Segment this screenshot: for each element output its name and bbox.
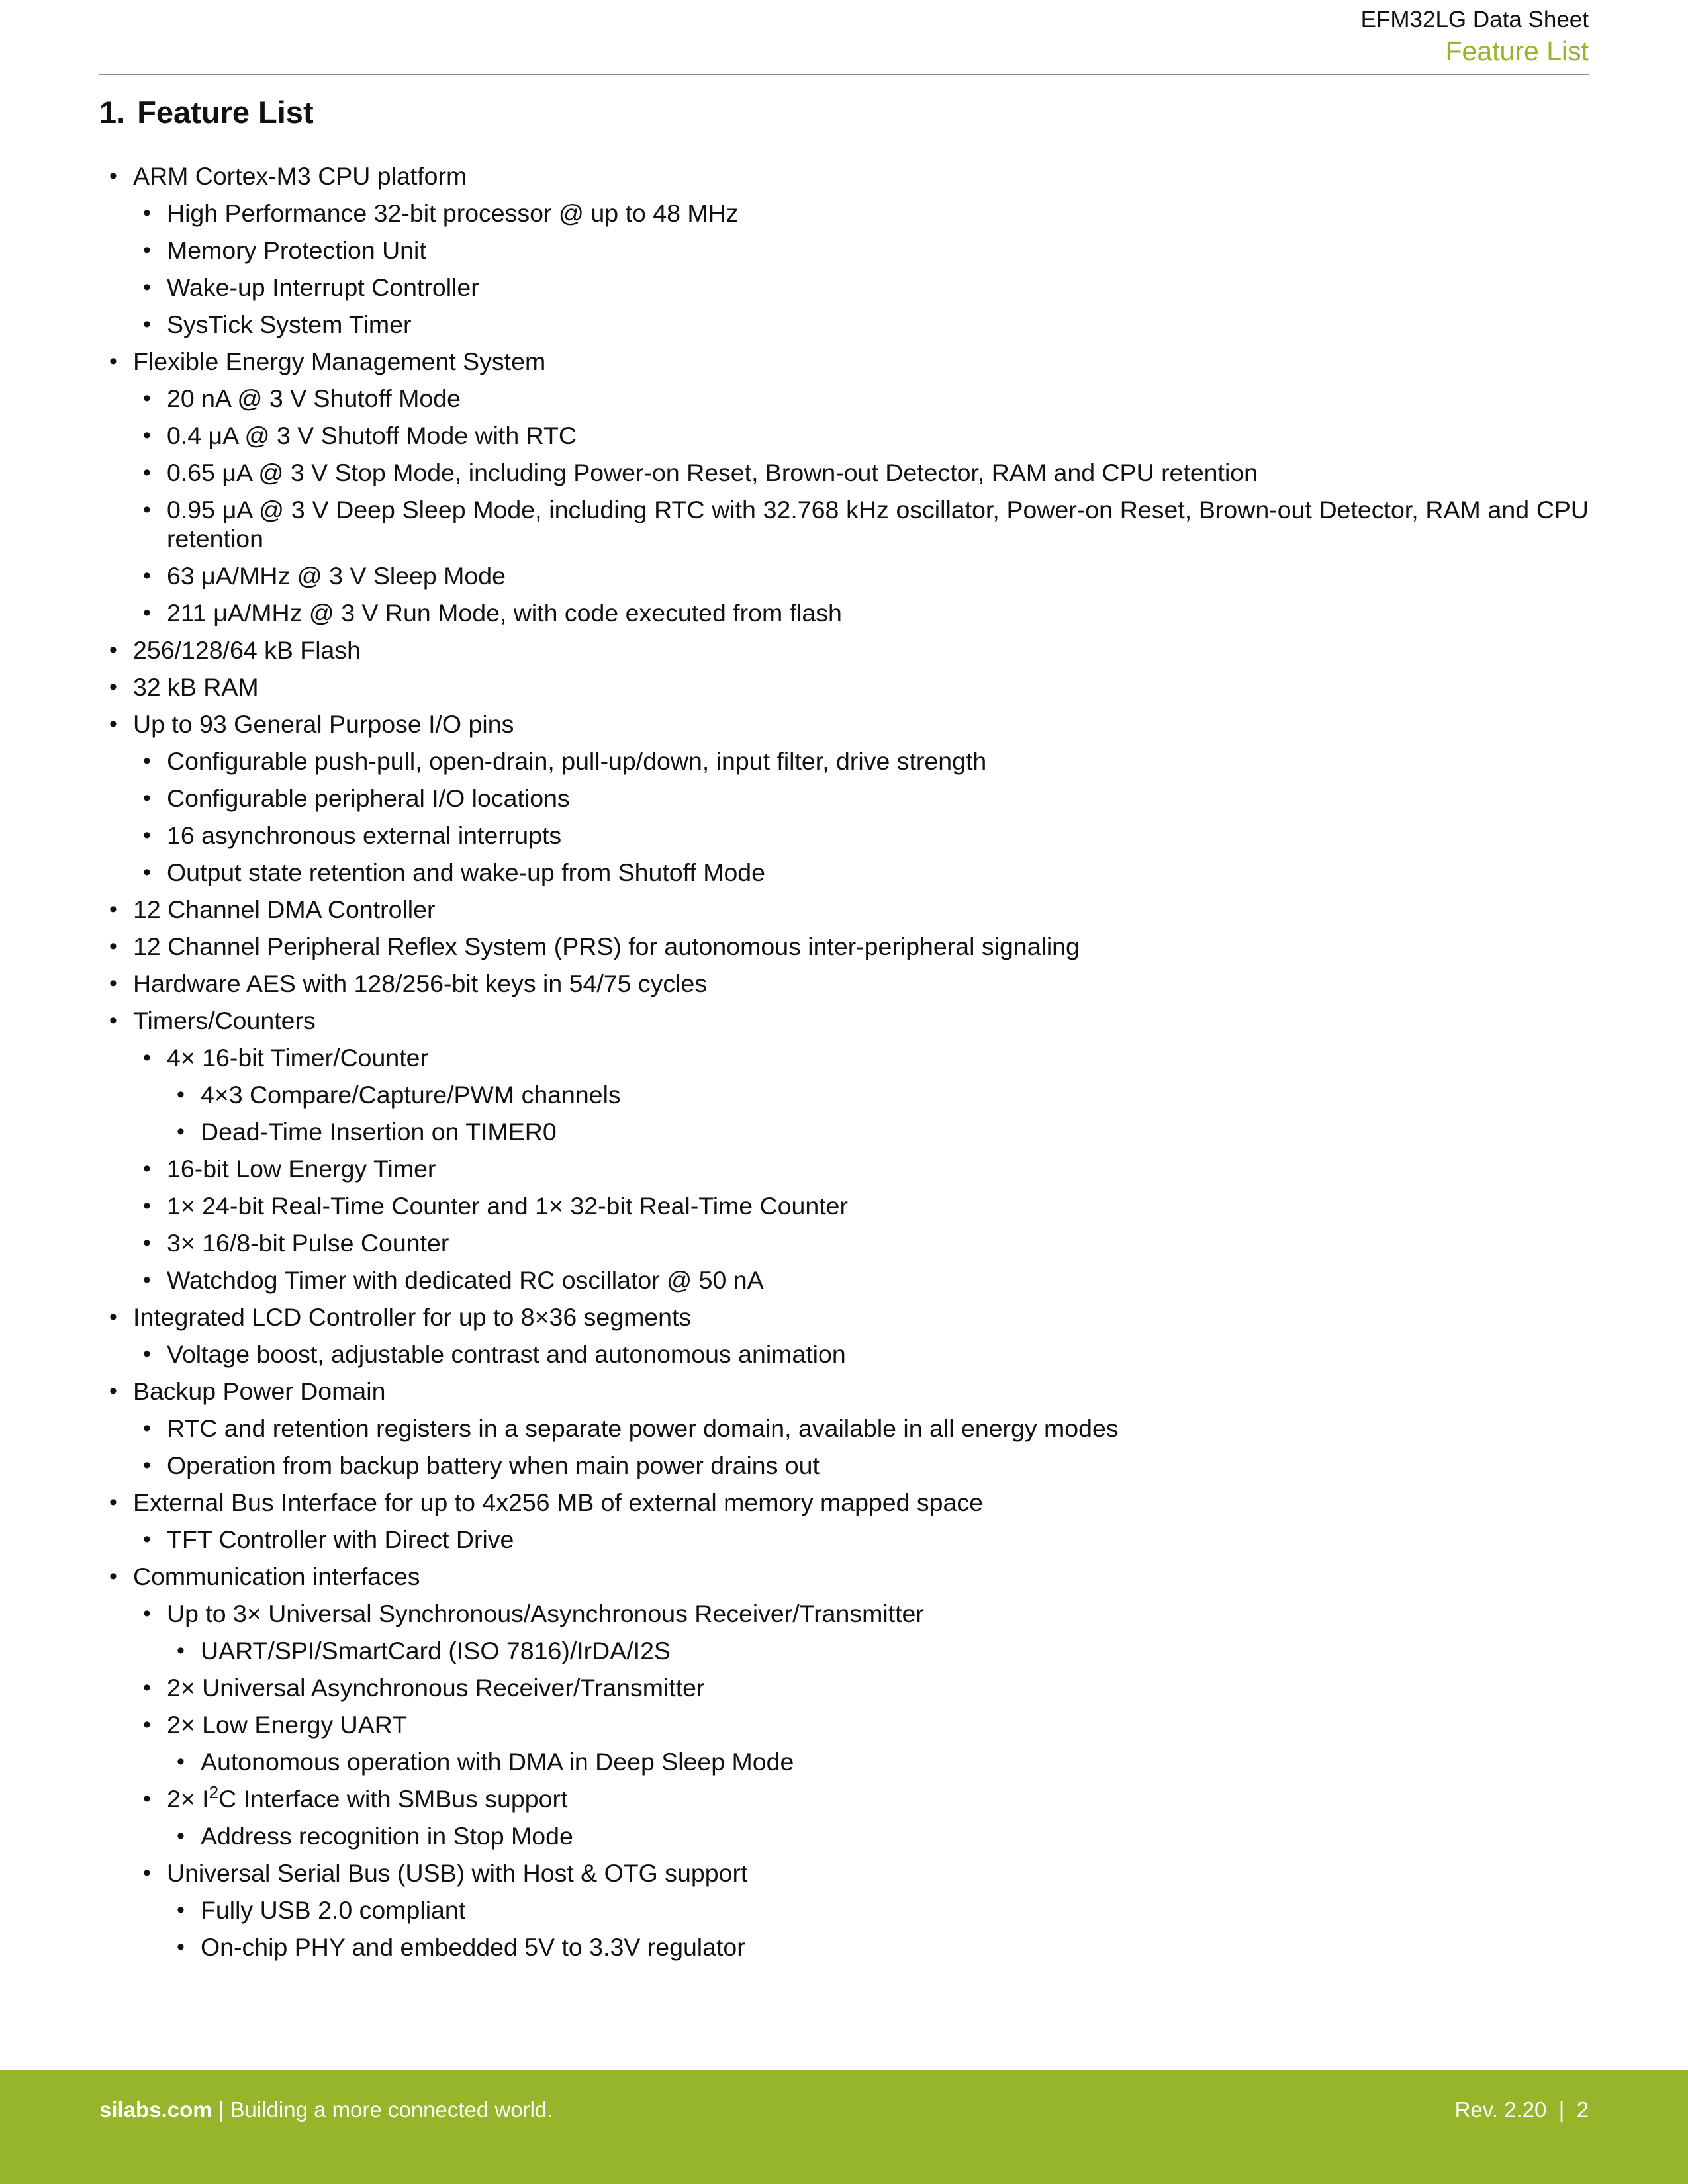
feature-item-level-2 (99, 561, 1589, 590)
feature-text: External Bus Interface for up to 4x256 MB of external memory mapped space (133, 1488, 983, 1516)
feature-item-level-2 (99, 747, 1589, 776)
feature-text: Universal Serial Bus (USB) with Host & OTG support (167, 1859, 748, 1887)
feature-text: 4×3 Compare/Capture/PWM channels (201, 1081, 621, 1109)
feature-text: ARM Cortex-M3 CPU platform (133, 162, 467, 190)
feature-text-continued: C Interface with SMBus support (218, 1785, 568, 1813)
feature-item-level-1 (99, 161, 1589, 191)
feature-text: 2× Universal Asynchronous Receiver/Transmitter (167, 1674, 705, 1702)
feature-text: Configurable push-pull, open-drain, pull-up/down, input filter, drive strength (167, 747, 987, 775)
feature-text: SysTick System Timer (167, 310, 412, 338)
feature-text: Timers/Counters (133, 1007, 316, 1034)
feature-item-level-2 (99, 310, 1589, 339)
feature-text: 2× I (167, 1785, 209, 1813)
feature-item-level-1 (99, 932, 1589, 961)
feature-text: TFT Controller with Direct Drive (167, 1525, 514, 1553)
footer-revision: Rev. 2.20 | 2 (1454, 2097, 1589, 2122)
feature-item-level-2 (99, 236, 1589, 265)
feature-text: Watchdog Timer with dedicated RC oscillator @ 50 nA (167, 1266, 764, 1294)
running-section-title: Feature List (1445, 36, 1589, 66)
feature-item-level-1 (99, 709, 1589, 739)
feature-item-level-1 (99, 1377, 1589, 1406)
feature-item-level-1 (99, 1302, 1589, 1332)
feature-item-level-2 (99, 199, 1589, 228)
feature-text: 16-bit Low Energy Timer (167, 1155, 436, 1183)
feature-item-level-3 (99, 1080, 1589, 1109)
feature-item-level-2 (99, 1858, 1589, 1888)
feature-item-level-2 (99, 495, 1589, 553)
feature-text: On-chip PHY and embedded 5V to 3.3V regulator (201, 1933, 745, 1961)
feature-text: Integrated LCD Controller for up to 8×36 segments (133, 1303, 692, 1331)
feature-item-level-2 (99, 1710, 1589, 1739)
feature-text: 16 asynchronous external interrupts (167, 821, 562, 849)
feature-text: 256/128/64 kB Flash (133, 636, 361, 664)
feature-item-level-2 (99, 1154, 1589, 1183)
feature-text: 0.4 μA @ 3 V Shutoff Mode with RTC (167, 422, 577, 449)
page-title (99, 93, 314, 132)
feature-text: Address recognition in Stop Mode (201, 1822, 573, 1850)
feature-item-level-2 (99, 1340, 1589, 1369)
feature-item-level-1 (99, 895, 1589, 924)
feature-text: Communication interfaces (133, 1563, 420, 1590)
feature-text: Up to 3× Universal Synchronous/Asynchronous Receiver/Transmitter (167, 1600, 924, 1627)
feature-item-level-2 (99, 1784, 1589, 1813)
footer-tagline: Building a more connected world. (230, 2097, 553, 2122)
footer-site-link[interactable]: silabs.com (99, 2097, 212, 2122)
feature-text: 211 μA/MHz @ 3 V Run Mode, with code executed from flash (167, 599, 842, 627)
feature-item-level-1 (99, 347, 1589, 376)
feature-text: Configurable peripheral I/O locations (167, 784, 570, 812)
feature-list (99, 161, 1589, 1970)
feature-text: 2× Low Energy UART (167, 1711, 408, 1739)
section-heading: Feature List (137, 95, 314, 130)
feature-item-level-2 (99, 858, 1589, 887)
footer-separator: | (212, 2097, 230, 2122)
feature-item-level-3 (99, 1821, 1589, 1850)
feature-text: 32 kB RAM (133, 673, 259, 701)
feature-text: RTC and retention registers in a separate power domain, available in all energy modes (167, 1414, 1119, 1442)
feature-text: Hardware AES with 128/256-bit keys in 54/75 cycles (133, 970, 708, 997)
feature-item-level-2 (99, 1673, 1589, 1702)
feature-item-level-1 (99, 1488, 1589, 1517)
feature-item-level-2 (99, 1451, 1589, 1480)
feature-text: 3× 16/8-bit Pulse Counter (167, 1229, 449, 1257)
feature-text: UART/SPI/SmartCard (ISO 7816)/IrDA/I2S (201, 1637, 671, 1664)
feature-item-level-2 (99, 421, 1589, 450)
feature-item-level-3 (99, 1117, 1589, 1146)
feature-item-level-3 (99, 1636, 1589, 1665)
feature-item-level-2 (99, 273, 1589, 302)
section-number: 1. (99, 95, 126, 130)
feature-text: 63 μA/MHz @ 3 V Sleep Mode (167, 562, 506, 590)
feature-item-level-1 (99, 1006, 1589, 1035)
document-title: EFM32LG Data Sheet (1360, 7, 1589, 32)
feature-item-level-1 (99, 672, 1589, 702)
feature-text: 12 Channel Peripheral Reflex System (PRS) for autonomous inter-peripheral signaling (133, 933, 1080, 960)
feature-text: Backup Power Domain (133, 1377, 386, 1405)
feature-item-level-2 (99, 784, 1589, 813)
page-footer (0, 2070, 1688, 2184)
feature-item-level-2 (99, 1043, 1589, 1072)
feature-item-level-3 (99, 1747, 1589, 1776)
feature-item-level-2 (99, 384, 1589, 413)
feature-text: High Performance 32-bit processor @ up to 48 MHz (167, 199, 739, 227)
feature-item-level-2 (99, 1525, 1589, 1554)
feature-item-level-2 (99, 598, 1589, 627)
feature-text: Flexible Energy Management System (133, 347, 546, 375)
feature-item-level-3 (99, 1933, 1589, 1962)
feature-text: Operation from backup battery when main power drains out (167, 1451, 820, 1479)
feature-text: 4× 16-bit Timer/Counter (167, 1044, 428, 1071)
feature-text: 1× 24-bit Real-Time Counter and 1× 32-bit Real-Time Counter (167, 1192, 848, 1220)
feature-text: Dead-Time Insertion on TIMER0 (201, 1118, 557, 1146)
feature-item-level-2 (99, 1228, 1589, 1257)
feature-text: Wake-up Interrupt Controller (167, 273, 479, 301)
feature-item-level-2 (99, 1191, 1589, 1220)
footer-brand (99, 2097, 553, 2122)
feature-text: Autonomous operation with DMA in Deep Sleep Mode (201, 1748, 794, 1776)
feature-text: Output state retention and wake-up from Shutoff Mode (167, 858, 766, 886)
feature-text: 0.95 μA @ 3 V Deep Sleep Mode, including RTC with 32.768 kHz oscillator, Power-on Reset, Brown-out Detector, RAM and CPU retention (167, 496, 1589, 553)
feature-text: Up to 93 General Purpose I/O pins (133, 710, 514, 738)
feature-item-level-2 (99, 458, 1589, 487)
feature-text: Voltage boost, adjustable contrast and autonomous animation (167, 1340, 846, 1368)
feature-text: 0.65 μA @ 3 V Stop Mode, including Power-on Reset, Brown-out Detector, RAM and CPU retention (167, 459, 1258, 486)
feature-item-level-2 (99, 1414, 1589, 1443)
feature-text: 12 Channel DMA Controller (133, 895, 436, 923)
feature-item-level-1 (99, 1562, 1589, 1591)
feature-item-level-1 (99, 635, 1589, 664)
feature-item-level-2 (99, 1265, 1589, 1295)
feature-text: Memory Protection Unit (167, 236, 426, 264)
header-divider (99, 74, 1589, 75)
page-header (1361, 5, 1589, 68)
feature-text: Fully USB 2.0 compliant (201, 1896, 466, 1924)
feature-superscript: 2 (209, 1782, 219, 1802)
feature-item-level-3 (99, 1895, 1589, 1925)
feature-item-level-2 (99, 1599, 1589, 1628)
feature-text: 20 nA @ 3 V Shutoff Mode (167, 385, 461, 412)
feature-item-level-1 (99, 969, 1589, 998)
feature-item-level-2 (99, 821, 1589, 850)
